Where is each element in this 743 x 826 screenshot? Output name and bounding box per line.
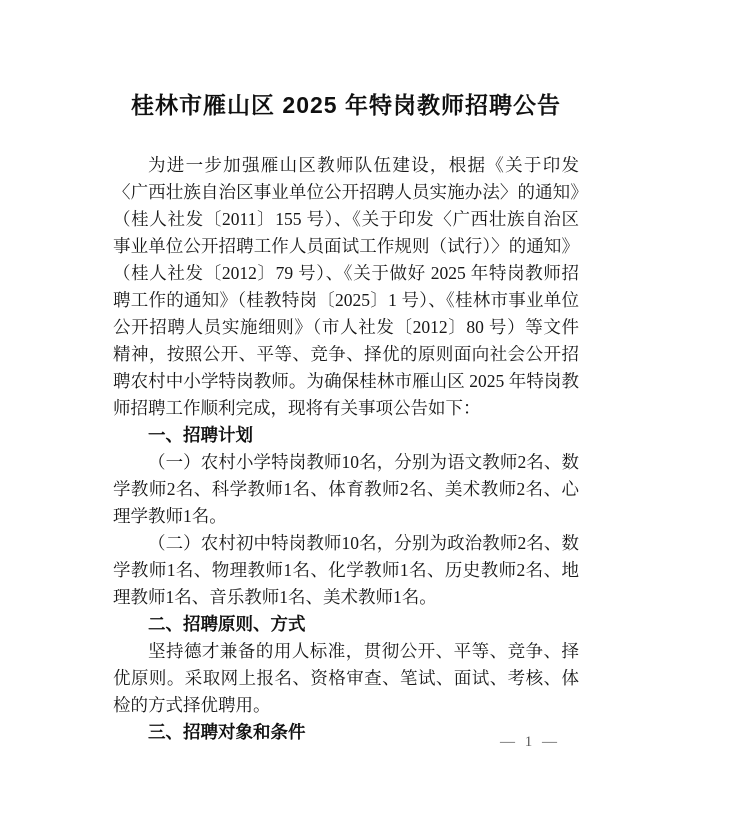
section-1-paragraph-2: （二）农村初中特岗教师10名，分别为政治教师2名、数学教师1名、物理教师1名、化学教师1名、历史教师2名、地理教师1名、音乐教师1名、美术教师1名。 bbox=[113, 533, 579, 607]
section-2-heading: 二、招聘原则、方式 bbox=[148, 614, 306, 634]
section-1-heading: 一、招聘计划 bbox=[148, 425, 253, 445]
document-title: 桂林市雁山区 2025 年特岗教师招聘公告 bbox=[131, 92, 561, 118]
page-number: — 1 — bbox=[500, 734, 560, 750]
section-2-paragraph-1: 坚持德才兼备的用人标准，贯彻公开、平等、竞争、择优原则。采取网上报名、资格审查、笔试、面试、考核、体检的方式择优聘用。 bbox=[113, 641, 579, 715]
section-1-paragraph-1: （一）农村小学特岗教师10名，分别为语文教师2名、数学教师2名、科学教师1名、体育教师2名、美术教师2名、心理学教师1名。 bbox=[113, 452, 579, 526]
section-3-heading: 三、招聘对象和条件 bbox=[148, 722, 306, 742]
document-page bbox=[113, 88, 579, 746]
intro-paragraph: 为进一步加强雁山区教师队伍建设，根据《关于印发〈广西壮族自治区事业单位公开招聘人员实施办法〉的通知》（桂人社发〔2011〕155 号）、《关于印发〈广西壮族自治区事业单位公开招聘工作人员面试工作规则（试行）〉的通知》（桂人社发〔2012〕79 号）、《关于做好 2025 年特岗教师招聘工作的通知》（桂教特岗〔2025〕1 号）、《桂林市事业单位公开招聘人员实施细则》（市人社发〔2012〕80 号）等文件精神，按照公开、平等、竞争、择优的原则面向社会公开招聘农村中小学特岗教师。为确保桂林市雁山区 2025 年特岗教师招聘工作顺利完成，现将有关事项公告如下： bbox=[113, 155, 579, 418]
